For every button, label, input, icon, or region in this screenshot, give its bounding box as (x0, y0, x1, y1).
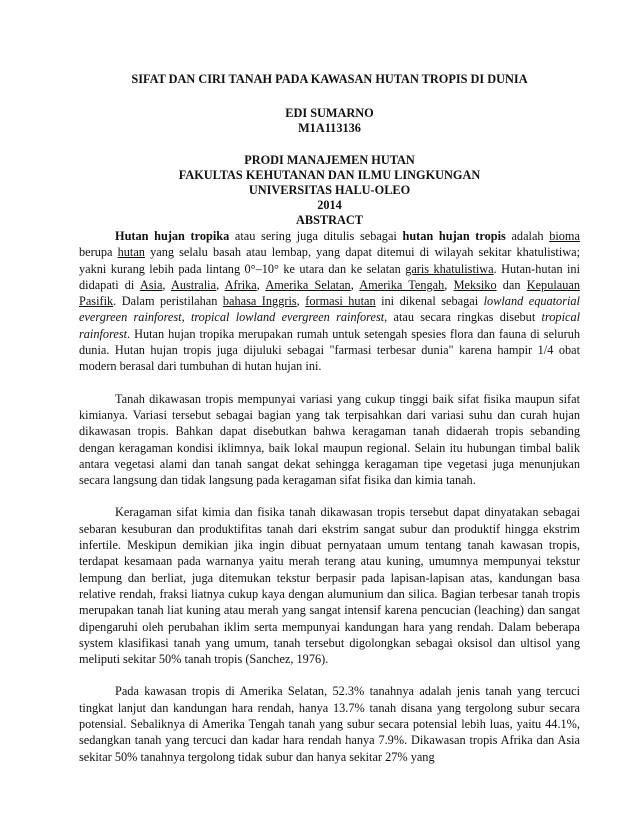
hyperlink-text[interactable]: Kepulauan Pasifik (79, 277, 580, 309)
year: 2014 (317, 198, 342, 212)
text-run: Pada kawasan tropis di Amerika Selatan, 52.3% tanahnya adalah jenis tanah yang tercuci tingkat lanjut dan kandungan hara rendah, hanya 13.7% tanah disana yang tergolong subur secara potensial. Sebaliknya di Amerika Tengah tanah yang subur secara potensial lebih luas, yaitu 44.1%, sedangkan tanah yang tercuci dan kadar hara rendah hanya 7.9%. Dikawasan tropis Afrika dan Asia sekitar 50% tanahnya tergolong tidak subur dan hanya sekitar 27% yang (79, 684, 580, 764)
text-run: ini dikenal sebagai (375, 294, 484, 309)
text-run: dan (496, 277, 527, 292)
text-run: tropical lowland evergreen rainforest (190, 310, 385, 325)
hyperlink-text[interactable]: Afrika (224, 277, 257, 292)
university-name: UNIVERSITAS HALU-OLEO (248, 183, 411, 197)
text-run: Tanah dikawasan tropis mempunyai variasi yang cukup tinggi baik sifat fisika maupun sifat kimianya. Variasi tersebut sebagai bagian yang tak terpisahkan dari variasi suhu dan curah hujan dikawasan tropis. Bahkan dapat disebutkan bahwa keragaman tanah didaerah tropis sebanding dengan keragaman kondisi iklimnya, baik lokal maupun regional. Selain itu hubungan timbal balik antara vegetasi alami dan tanah sangat dekat sehingga keragaman tipe vegetasi juga menunjukan secara langsung dan tidak langsung pada keragaman sifat fisika dan kimia tanah. (79, 391, 580, 488)
hyperlink-text[interactable]: formasi hutan (305, 294, 376, 309)
text-run: . Hutan-hutan ini didapati di (79, 261, 580, 292)
hyperlink-text[interactable]: garis khatulistiwa (405, 261, 494, 276)
text-run: , (162, 277, 171, 292)
text-run: Hutan hujan tropika (115, 229, 230, 243)
paragraph (79, 391, 580, 489)
text-run: . Hutan hujan tropika merupakan rumah untuk setengah spesies flora dan fauna di seluruh dunia. Hutan hujan tropis juga dijuluki sebagai "farmasi terbesar dunia" karena hampir 1/4 obat modern berasal dari tumbuhan di hutan hujan ini. (79, 326, 580, 374)
text-run: , (256, 277, 266, 292)
text-run: yang selalu basah atau lembap, yang dapat ditemui di wilayah sekitar khatulistiwa; yakni kurang lebih pada lintang 0°–10° ke utara dan ke selatan (79, 245, 580, 276)
text-run: . Dalam peristilahan (113, 294, 223, 309)
text-run: , (444, 277, 454, 292)
text-run: , (296, 294, 306, 309)
hyperlink-text[interactable]: Amerika Selatan (265, 277, 351, 292)
hyperlink-text[interactable]: Australia (170, 277, 217, 292)
paragraph (79, 683, 580, 764)
text-run: adalah (505, 229, 550, 243)
text-run: hutan hujan tropis (402, 229, 506, 243)
document-header (79, 72, 580, 228)
paper-title: SIFAT DAN CIRI TANAH PADA KAWASAN HUTAN TROPIS DI DUNIA (131, 72, 528, 86)
hyperlink-text[interactable]: Asia (139, 277, 163, 292)
faculty-name: FAKULTAS KEHUTANAN DAN ILMU LINGKUNGAN (178, 168, 481, 182)
student-id: M1A113136 (298, 121, 361, 135)
hyperlink-text[interactable]: bioma (549, 229, 580, 243)
abstract-body (79, 228, 580, 765)
program-name: PRODI MANAJEMEN HUTAN (244, 153, 415, 167)
paragraph (79, 504, 580, 667)
hyperlink-text[interactable]: hutan (117, 245, 145, 260)
text-run: atau sering juga ditulis sebagai (229, 229, 403, 243)
hyperlink-text[interactable]: Meksiko (453, 277, 497, 292)
text-run: , (216, 277, 225, 292)
text-run: Keragaman sifat kimia dan fisika tanah dikawasan tropis tersebut dapat dinyatakan sebagai sebaran kesuburan dan produktifitas tanah dari ekstrim sangat subur dan produktif hingga ekstrim infertile. Meskipun demikian jika ingin dibuat pernyataan umum tentang tanah kawasan tropis, terdapat kesamaan pada warnanya yaitu merah terang atau kuning, umumnya mempunyai tekstur lempung dan berliat, juga ditemukan tekstur berpasir pada lapisan-lapisan atas, kandungan basa relative rendah, fraksi liatnya cukup kaya dengan alumunium dan silica. Bagian terbesar tanah tropis merupakan tanah liat kuning atau merah yang sangat intensif karena pencucian (leaching) dan sangat dipengaruhi oleh perubahan iklim serta mempunyai kandungan hara yang rendah. Dalam beberapa system klasifikasi tanah yang umum, tanah tersebut digolongkan sebagai oksisol dan ultisol yang meliputi sekitar 50% tanah tropis (Sanchez, 1976). (79, 505, 580, 667)
text-run: , (350, 277, 360, 292)
abstract-heading: ABSTRACT (296, 213, 363, 227)
hyperlink-text[interactable]: bahasa Inggris (222, 294, 297, 309)
text-run: lowland equatorial evergreen rainforest (79, 294, 580, 325)
paragraph (79, 228, 580, 375)
text-run: berupa (79, 245, 118, 260)
text-run: tropical rainforest (79, 310, 581, 341)
author-name: EDI SUMARNO (285, 106, 374, 120)
hyperlink-text[interactable]: Amerika Tengah (359, 277, 445, 292)
text-run: , atau secara ringkas disebut (384, 310, 542, 325)
text-run: , (181, 310, 191, 325)
